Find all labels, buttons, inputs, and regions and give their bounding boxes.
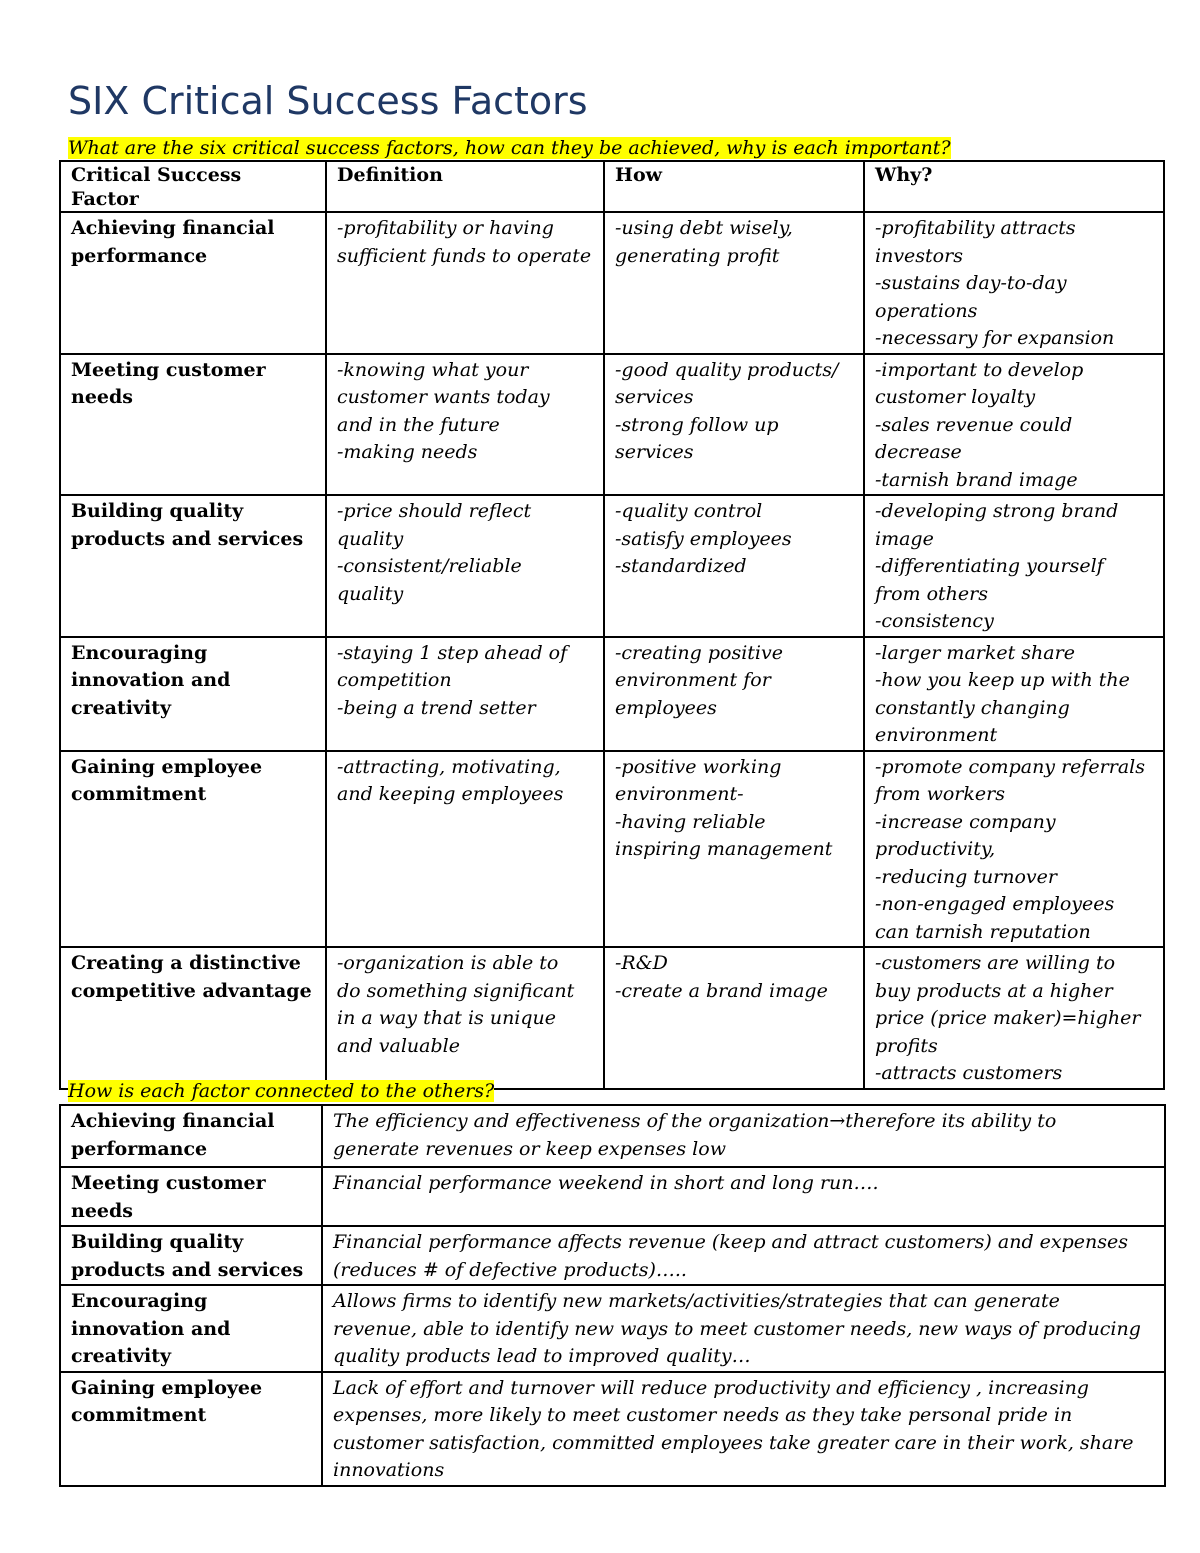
definition-line: in a way that is unique xyxy=(337,1007,557,1029)
definition-line: -being a trend setter xyxy=(337,696,536,719)
header-critical-success-factor: Critical Success Factor xyxy=(60,161,326,212)
why-line: image xyxy=(875,527,934,550)
question-connections-text: How is each factor connected to the others? xyxy=(68,1080,495,1102)
why-line: -increase company xyxy=(875,810,1056,833)
how-line: -strong follow up xyxy=(615,413,779,436)
factor-line: performance xyxy=(71,244,208,267)
connections-table xyxy=(59,1104,1166,1487)
factor-cell xyxy=(60,1372,322,1486)
connection-line: customer satisfaction, committed employees take greater care in their work, share xyxy=(333,1431,1134,1454)
definition-line: do something significant xyxy=(337,979,575,1002)
factor-cell xyxy=(60,751,326,948)
definition-line: -organization is able to xyxy=(337,952,559,974)
connection-cell xyxy=(322,1226,1165,1285)
why-line: price (price maker)=higher xyxy=(875,1007,1141,1029)
why-line: -sales revenue could xyxy=(875,413,1073,436)
connection-line: Financial performance weekend in short and long run…. xyxy=(333,1172,879,1194)
why-line: can tarnish reputation xyxy=(875,920,1091,943)
header-why: Why? xyxy=(864,161,1164,212)
how-line: -create a brand image xyxy=(615,979,828,1002)
why-line: -non-engaged employees xyxy=(875,893,1115,915)
why-cell xyxy=(864,751,1164,948)
table-row xyxy=(60,1226,1165,1285)
factor-cell xyxy=(60,947,326,1089)
connection-line: quality products lead to improved quality… xyxy=(333,1345,751,1367)
how-cell xyxy=(604,751,864,948)
why-cell xyxy=(864,495,1164,637)
factor-line: Gaining employee xyxy=(71,755,263,778)
factor-line: Creating a distinctive xyxy=(71,952,301,974)
factor-line: innovation and xyxy=(71,1317,231,1340)
page-title: SIX Critical Success Factors xyxy=(68,79,588,123)
definition-cell xyxy=(326,354,604,496)
factor-cell xyxy=(60,637,326,751)
why-line: -larger market share xyxy=(875,641,1075,664)
definition-line: quality xyxy=(337,582,404,605)
why-line: -differentiating yourself xyxy=(875,555,1104,577)
table-row xyxy=(60,1105,1165,1167)
question-connections xyxy=(68,1079,494,1103)
factor-line: needs xyxy=(71,1199,133,1222)
definition-cell xyxy=(326,947,604,1089)
table-row xyxy=(60,751,1164,948)
factor-line: creativity xyxy=(71,696,172,719)
factor-line: innovation and xyxy=(71,669,231,691)
definition-line: -attracting, motivating, xyxy=(337,755,561,778)
definition-line: -price should reflect xyxy=(337,500,532,522)
definition-line: -making needs xyxy=(337,441,478,463)
factor-line: Gaining employee xyxy=(71,1376,263,1399)
table-row xyxy=(60,1285,1165,1372)
definition-cell xyxy=(326,751,604,948)
how-cell xyxy=(604,495,864,637)
how-line: -R&D xyxy=(615,952,668,974)
table-header-row xyxy=(60,161,1164,212)
factor-cell xyxy=(60,1167,322,1226)
how-cell xyxy=(604,212,864,354)
why-line: -promote company referrals xyxy=(875,755,1145,778)
factor-line: Encouraging xyxy=(71,1290,208,1312)
why-line: -profitability attracts xyxy=(875,217,1076,239)
definition-line: and valuable xyxy=(337,1034,460,1057)
why-line: constantly changing xyxy=(875,696,1070,719)
factor-line: commitment xyxy=(71,783,207,805)
factor-line: products and services xyxy=(71,527,304,550)
how-line: -creating positive xyxy=(615,641,783,664)
why-line: -how you keep up with the xyxy=(875,669,1130,691)
how-line: services xyxy=(615,386,694,408)
connection-line: Lack of effort and turnover will reduce productivity and efficiency , increasing xyxy=(333,1376,1089,1399)
factor-line: Building quality xyxy=(71,500,244,522)
factor-cell xyxy=(60,1105,322,1167)
why-line: from others xyxy=(875,582,988,605)
how-line: generating profit xyxy=(615,244,780,267)
how-cell xyxy=(604,637,864,751)
why-line: -sustains day-to-day xyxy=(875,272,1067,294)
why-line: -attracts customers xyxy=(875,1062,1063,1084)
factor-line: Encouraging xyxy=(71,641,208,664)
why-line: productivity, xyxy=(875,838,996,860)
table-row xyxy=(60,354,1164,496)
definition-line: -profitability or having xyxy=(337,217,554,239)
factor-line: Achieving financial xyxy=(71,217,275,239)
connection-line: (reduces # of defective products)….. xyxy=(333,1258,687,1281)
definition-line: competition xyxy=(337,669,452,691)
header-definition: Definition xyxy=(326,161,604,212)
why-line: decrease xyxy=(875,441,962,463)
question-factors-text: What are the six critical success factors, how can they be achieved, why is each important? xyxy=(68,137,951,159)
why-line: from workers xyxy=(875,783,1005,805)
factor-cell xyxy=(60,1226,322,1285)
why-line: -tarnish brand image xyxy=(875,468,1078,491)
table-row xyxy=(60,495,1164,637)
why-line: operations xyxy=(875,299,978,322)
connection-line: innovations xyxy=(333,1459,445,1481)
factor-line: products and services xyxy=(71,1258,304,1281)
connection-line: generate revenues or keep expenses low xyxy=(333,1137,726,1160)
how-line: -satisfy employees xyxy=(615,527,792,550)
definition-line: and keeping employees xyxy=(337,783,564,805)
factor-line: creativity xyxy=(71,1345,172,1367)
why-line: -developing strong brand xyxy=(875,500,1119,522)
why-line: investors xyxy=(875,244,963,267)
how-line: inspiring management xyxy=(615,838,833,860)
factor-cell xyxy=(60,212,326,354)
factor-line: Meeting customer xyxy=(71,358,266,381)
table-row xyxy=(60,637,1164,751)
why-line: environment xyxy=(875,724,998,746)
factor-line: Building quality xyxy=(71,1231,244,1253)
definition-line: -staying 1 step ahead of xyxy=(337,641,568,664)
why-line: -necessary for expansion xyxy=(875,327,1115,349)
factor-cell xyxy=(60,1285,322,1372)
factor-cell xyxy=(60,495,326,637)
definition-cell xyxy=(326,495,604,637)
why-line: buy products at a higher xyxy=(875,979,1113,1002)
why-line: customer loyalty xyxy=(875,386,1036,408)
connection-cell xyxy=(322,1285,1165,1372)
factor-line: competitive advantage xyxy=(71,979,312,1002)
how-line: -standardized xyxy=(615,555,747,577)
question-factors xyxy=(68,136,951,160)
how-line: environment for xyxy=(615,669,771,691)
table-row xyxy=(60,1372,1165,1486)
why-line: profits xyxy=(875,1034,938,1057)
how-line: environment- xyxy=(615,783,744,805)
connection-line: expenses, more likely to meet customer needs as they take personal pride in xyxy=(333,1404,1073,1426)
why-line: -customers are willing to xyxy=(875,952,1116,974)
how-line: -positive working xyxy=(615,755,782,778)
connection-cell xyxy=(322,1372,1165,1486)
factor-line: commitment xyxy=(71,1404,207,1426)
definition-cell xyxy=(326,212,604,354)
how-line: -good quality products/ xyxy=(615,358,839,381)
table-row xyxy=(60,212,1164,354)
connection-cell xyxy=(322,1105,1165,1167)
factor-line: needs xyxy=(71,386,133,408)
how-cell xyxy=(604,354,864,496)
connection-line: revenue, able to identify new ways to meet customer needs, new ways of producing xyxy=(333,1317,1141,1340)
factor-line: Achieving financial xyxy=(71,1110,275,1132)
why-line: -reducing turnover xyxy=(875,865,1057,888)
how-line: services xyxy=(615,441,694,463)
why-line: -consistency xyxy=(875,610,994,632)
definition-line: sufficient funds to operate xyxy=(337,244,592,267)
connection-line: Allows firms to identify new markets/activities/strategies that can generate xyxy=(333,1290,1060,1312)
definition-line: customer wants today xyxy=(337,386,550,408)
connection-line: Financial performance affects revenue (keep and attract customers) and expenses xyxy=(333,1231,1129,1253)
success-factors-table xyxy=(59,160,1165,1090)
table-row xyxy=(60,947,1164,1089)
factor-line: Meeting customer xyxy=(71,1172,266,1194)
definition-line: -knowing what your xyxy=(337,358,529,381)
why-cell xyxy=(864,212,1164,354)
connection-cell xyxy=(322,1167,1165,1226)
why-line: -important to develop xyxy=(875,358,1084,381)
definition-line: -consistent/reliable xyxy=(337,555,522,577)
how-cell xyxy=(604,947,864,1089)
why-cell xyxy=(864,354,1164,496)
factor-line: performance xyxy=(71,1137,208,1160)
definition-line: quality xyxy=(337,527,404,550)
how-line: -using debt wisely, xyxy=(615,217,793,239)
definition-cell xyxy=(326,637,604,751)
how-line: -quality control xyxy=(615,500,763,522)
how-line: employees xyxy=(615,696,717,719)
table-row xyxy=(60,1167,1165,1226)
definition-line: and in the future xyxy=(337,413,500,436)
why-cell xyxy=(864,637,1164,751)
factor-cell xyxy=(60,354,326,496)
header-how: How xyxy=(604,161,864,212)
how-line: -having reliable xyxy=(615,810,766,833)
why-cell xyxy=(864,947,1164,1089)
connection-line: The efficiency and effectiveness of the organization→therefore its ability to xyxy=(333,1110,1057,1132)
